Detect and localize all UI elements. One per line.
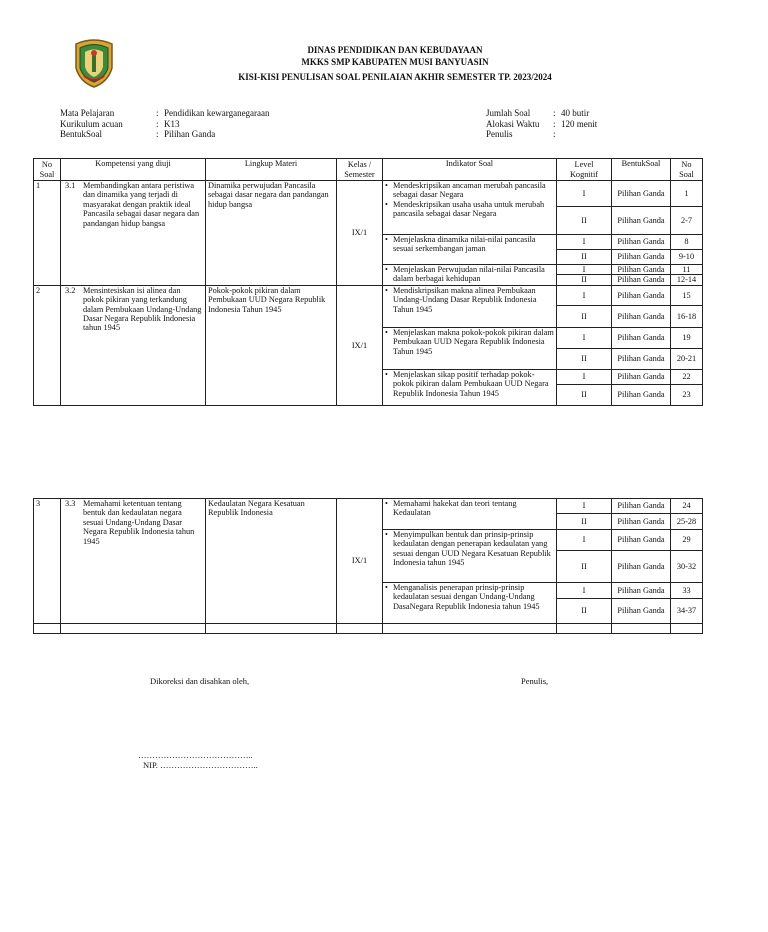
bentuk-cell: Pilihan Ganda — [612, 499, 671, 514]
table-header-row — [34, 159, 703, 181]
nosoal-cell: 20-21 — [671, 348, 703, 369]
school-logo — [72, 38, 116, 88]
nosoal-cell: 11 — [671, 265, 703, 275]
lingkup-cell: Dinamika perwujudan Pancasila sebagai dasar negara dan pandangan hidup bangsa — [206, 181, 337, 286]
nosoal-cell: 2-7 — [671, 207, 703, 235]
signature-line: ………………………………….. — [138, 750, 253, 760]
level-cell: II — [557, 384, 612, 405]
bentuk-cell: Pilihan Ganda — [612, 369, 671, 384]
table-row — [34, 285, 703, 305]
level-cell: I — [557, 235, 612, 250]
table-row — [34, 181, 703, 207]
kd-text: Memahami ketentuan tentang bentuk dan kedaulatan negara sesuai Undang-Undang Dasar Negara Republik Indonesia tahun 1945 — [83, 499, 195, 546]
indikator-cell: • Menjelaskan makna pokok-pokok pikiran dalam Pembukaan UUD Negara Republik Indonesia Tahun 1945 — [383, 327, 557, 369]
indikator-cell: • Menjelaskan Perwujudan nilai-nilai Pancasila dalam berbagai kehidupan — [383, 265, 557, 286]
row-number: 2 — [34, 285, 61, 405]
bentuk-cell: Pilihan Ganda — [612, 265, 671, 275]
col-nosoal: No Soal — [671, 159, 703, 181]
nosoal-cell: 29 — [671, 530, 703, 551]
kd-number: 3.2 — [65, 285, 76, 295]
nosoal-cell: 33 — [671, 583, 703, 599]
meta-row-curriculum: Kurikulum acuan : K13 — [60, 118, 180, 129]
col-no: No Soal — [34, 159, 61, 181]
meta-value: Pendidikan kewarganegaraan — [164, 108, 270, 118]
author-label: Penulis, — [521, 676, 549, 686]
kompetensi-cell — [61, 181, 206, 286]
nosoal-cell: 12-14 — [671, 275, 703, 285]
bentuk-cell: Pilihan Ganda — [612, 285, 671, 305]
bentuk-cell: Pilihan Ganda — [612, 250, 671, 265]
indikator-text: Mendiskripsikan makna alinea Pembukaan Undang-Undang Dasar Republik Indonesia Tahun 1945 — [393, 285, 537, 314]
kompetensi-cell — [61, 499, 206, 624]
meta-row-subject: Mata Pelajaran : Pendidikan kewarganegaraan — [60, 108, 270, 118]
row-number: 1 — [34, 181, 61, 286]
meta-label: Jumlah Soal — [486, 108, 531, 118]
level-cell: II — [557, 514, 612, 530]
nip-line: NIP. …………………………….. — [143, 760, 258, 770]
bentuk-cell: Pilihan Ganda — [612, 551, 671, 583]
indikator-cell: • Menyimpulkan bentuk dan prinsip-prinsip kedaulatan dengan penerapan kedaulatan yang sesuai dengan UUD Negara Kesatuan Republik Indonesia tahun 1945 — [383, 530, 557, 583]
indikator-text: Menyimpulkan bentuk dan prinsip-prinsip kedaulatan dengan penerapan kedaulatan yang sesuai dengan UUD Negara Kesatuan Republik Indonesia tahun 1945 — [393, 530, 551, 568]
nosoal-cell: 24 — [671, 499, 703, 514]
level-cell: II — [557, 305, 612, 327]
kelas-cell: IX/1 — [337, 285, 383, 405]
meta-value: K13 — [164, 118, 180, 129]
meta-label: Mata Pelajaran — [60, 108, 115, 118]
lingkup-cell: Kedaulatan Negara Kesatuan Republik Indonesia — [206, 499, 337, 624]
indikator-cell: • Mendeskripsikan ancaman merubah pancasila sebagai dasar Negara • Mendeskripsikan usaha usaha untuk merubah pancasila sebagai dasar Negara — [383, 181, 557, 235]
header-title-1: DINAS PENDIDIKAN DAN KEBUDAYAAN — [307, 45, 483, 55]
meta-right — [486, 108, 597, 140]
nosoal-cell: 34-37 — [671, 599, 703, 624]
bentuk-cell: Pilihan Ganda — [612, 530, 671, 551]
level-cell: I — [557, 181, 612, 207]
corrector-label: Dikoreksi dan disahkan oleh, — [150, 676, 250, 686]
indikator-text: Menganalisis penerapan prinsip-prinsip kedaulatan sesuai dengan Undang-Undang DasaNegara Republik Indonesia tahun 1945 — [393, 583, 540, 611]
lingkup-cell: Pokok-pokok pikiran dalam Pembukaan UUD Negara Republik Indonesia Tahun 1945 — [206, 285, 337, 405]
kd-text: Mensintesiskan isi alinea dan pokok pikiran yang terkandung dalam Pembukaan Undang-Undang Dasar Negara Republik Indonesia tahun 1945 — [83, 285, 202, 333]
bentuk-cell: Pilihan Ganda — [612, 235, 671, 250]
kelas-cell: IX/1 — [337, 499, 383, 624]
kelas-cell: IX/1 — [337, 181, 383, 286]
meta-left — [60, 108, 270, 140]
kd-number: 3.1 — [65, 181, 76, 190]
level-cell: I — [557, 327, 612, 348]
kompetensi-cell — [61, 285, 206, 405]
indikator-text: Mendeskripsikan ancaman merubah pancasila sebagai dasar Negara — [393, 181, 546, 200]
kd-number: 3.3 — [65, 499, 76, 508]
level-cell: II — [557, 348, 612, 369]
header-title-3: KISI-KISI PENULISAN SOAL PENILAIAN AKHIR SEMESTER TP. 2023/2024 — [238, 72, 552, 82]
level-cell: II — [557, 599, 612, 624]
col-bentuk: BentukSoal — [612, 159, 671, 181]
nosoal-cell: 15 — [671, 285, 703, 305]
indikator-text: Menjelaskan sikap positif terhadap pokok-pokok pikiran dalam Pembukaan UUD Negara Republik Indonesia Tahun 1945 — [393, 369, 549, 398]
kisi-kisi-table-2 — [33, 498, 703, 634]
bentuk-cell: Pilihan Ganda — [612, 514, 671, 530]
nosoal-cell: 30-32 — [671, 551, 703, 583]
kd-text: Membandingkan antara peristiwa dan dinamika yang terjadi di masyarakat dengan praktik ideal Pancasila sebagai dasar negara dan pandangan hidup bangsa — [83, 181, 200, 228]
bentuk-cell: Pilihan Ganda — [612, 583, 671, 599]
indikator-cell: • Menjelaskna dinamika nilai-nilai pancasila sesuai serkembangan jaman — [383, 235, 557, 265]
indikator-text: Menjelaskan Perwujudan nilai-nilai Pancasila dalam berbagai kehidupan — [393, 265, 545, 284]
level-cell: I — [557, 285, 612, 305]
indikator-cell: • Memahami hakekat dan teori tentang Kedaulatan — [383, 499, 557, 530]
bentuk-cell: Pilihan Ganda — [612, 275, 671, 285]
nosoal-cell: 9-10 — [671, 250, 703, 265]
indikator-cell: • Mendiskripsikan makna alinea Pembukaan Undang-Undang Dasar Republik Indonesia Tahun 1945 — [383, 285, 557, 327]
header-title-2: MKKS SMP KABUPATEN MUSI BANYUASIN — [301, 57, 489, 67]
indikator-text: Memahami hakekat dan teori tentang Kedaulatan — [393, 499, 517, 518]
table-row — [34, 499, 703, 514]
nosoal-cell: 22 — [671, 369, 703, 384]
indikator-cell: • Menganalisis penerapan prinsip-prinsip kedaulatan sesuai dengan Undang-Undang DasaNegara Republik Indonesia tahun 1945 — [383, 583, 557, 624]
meta-label: Kurikulum acuan — [60, 118, 123, 129]
bentuk-cell: Pilihan Ganda — [612, 305, 671, 327]
col-lingkup: Lingkup Materi — [206, 159, 337, 181]
meta-label: Penulis — [486, 129, 513, 139]
nosoal-cell: 19 — [671, 327, 703, 348]
level-cell: I — [557, 499, 612, 514]
meta-label: Alokasi Waktu — [486, 118, 540, 129]
bentuk-cell: Pilihan Ganda — [612, 348, 671, 369]
level-cell: II — [557, 207, 612, 235]
col-kelas: Kelas / Semester — [337, 159, 383, 181]
level-cell: I — [557, 530, 612, 551]
bentuk-cell: Pilihan Ganda — [612, 384, 671, 405]
indikator-cell: • Menjelaskan sikap positif terhadap pokok-pokok pikiran dalam Pembukaan UUD Negara Republik Indonesia Tahun 1945 — [383, 369, 557, 405]
level-cell: I — [557, 369, 612, 384]
nosoal-cell: 8 — [671, 235, 703, 250]
col-kompetensi: Kompetensi yang diuji — [61, 159, 206, 181]
nosoal-cell: 23 — [671, 384, 703, 405]
meta-row-time: Alokasi Waktu : 120 menit — [486, 118, 598, 129]
meta-value: 40 butir — [561, 108, 590, 118]
bentuk-cell: Pilihan Ganda — [612, 181, 671, 207]
indikator-text: Mendeskripsikan usaha usaha untuk merubah pancasila sebagai dasar Negara — [393, 199, 545, 219]
indikator-text: Menjelaskan makna pokok-pokok pikiran dalam Pembukaan UUD Negara Republik Indonesia Tahun 1945 — [393, 327, 554, 356]
bentuk-cell: Pilihan Ganda — [612, 327, 671, 348]
row-number: 3 — [34, 499, 61, 624]
level-cell: II — [557, 250, 612, 265]
indikator-text: Menjelaskna dinamika nilai-nilai pancasila sesuai serkembangan jaman — [393, 235, 536, 254]
meta-row-count: Jumlah Soal : 40 butir — [486, 108, 590, 118]
empty-row — [34, 624, 703, 634]
meta-value: 120 menit — [561, 118, 598, 129]
nosoal-cell: 25-28 — [671, 514, 703, 530]
level-cell: II — [557, 551, 612, 583]
kisi-kisi-table-1 — [33, 158, 703, 406]
level-cell: II — [557, 275, 612, 285]
col-level: Level Kognitif — [557, 159, 612, 181]
nosoal-cell: 16-18 — [671, 305, 703, 327]
meta-row-author: Penulis : — [486, 129, 556, 139]
bentuk-cell: Pilihan Ganda — [612, 207, 671, 235]
level-cell: I — [557, 265, 612, 275]
nosoal-cell: 1 — [671, 181, 703, 207]
crest-emblem-icon — [72, 38, 116, 88]
meta-label: BentukSoal — [60, 129, 102, 139]
meta-value: Pilihan Ganda — [164, 129, 216, 139]
col-indikator: Indikator Soal — [383, 159, 557, 181]
level-cell: I — [557, 583, 612, 599]
meta-row-form: BentukSoal : Pilihan Ganda — [60, 129, 216, 139]
bentuk-cell: Pilihan Ganda — [612, 599, 671, 624]
